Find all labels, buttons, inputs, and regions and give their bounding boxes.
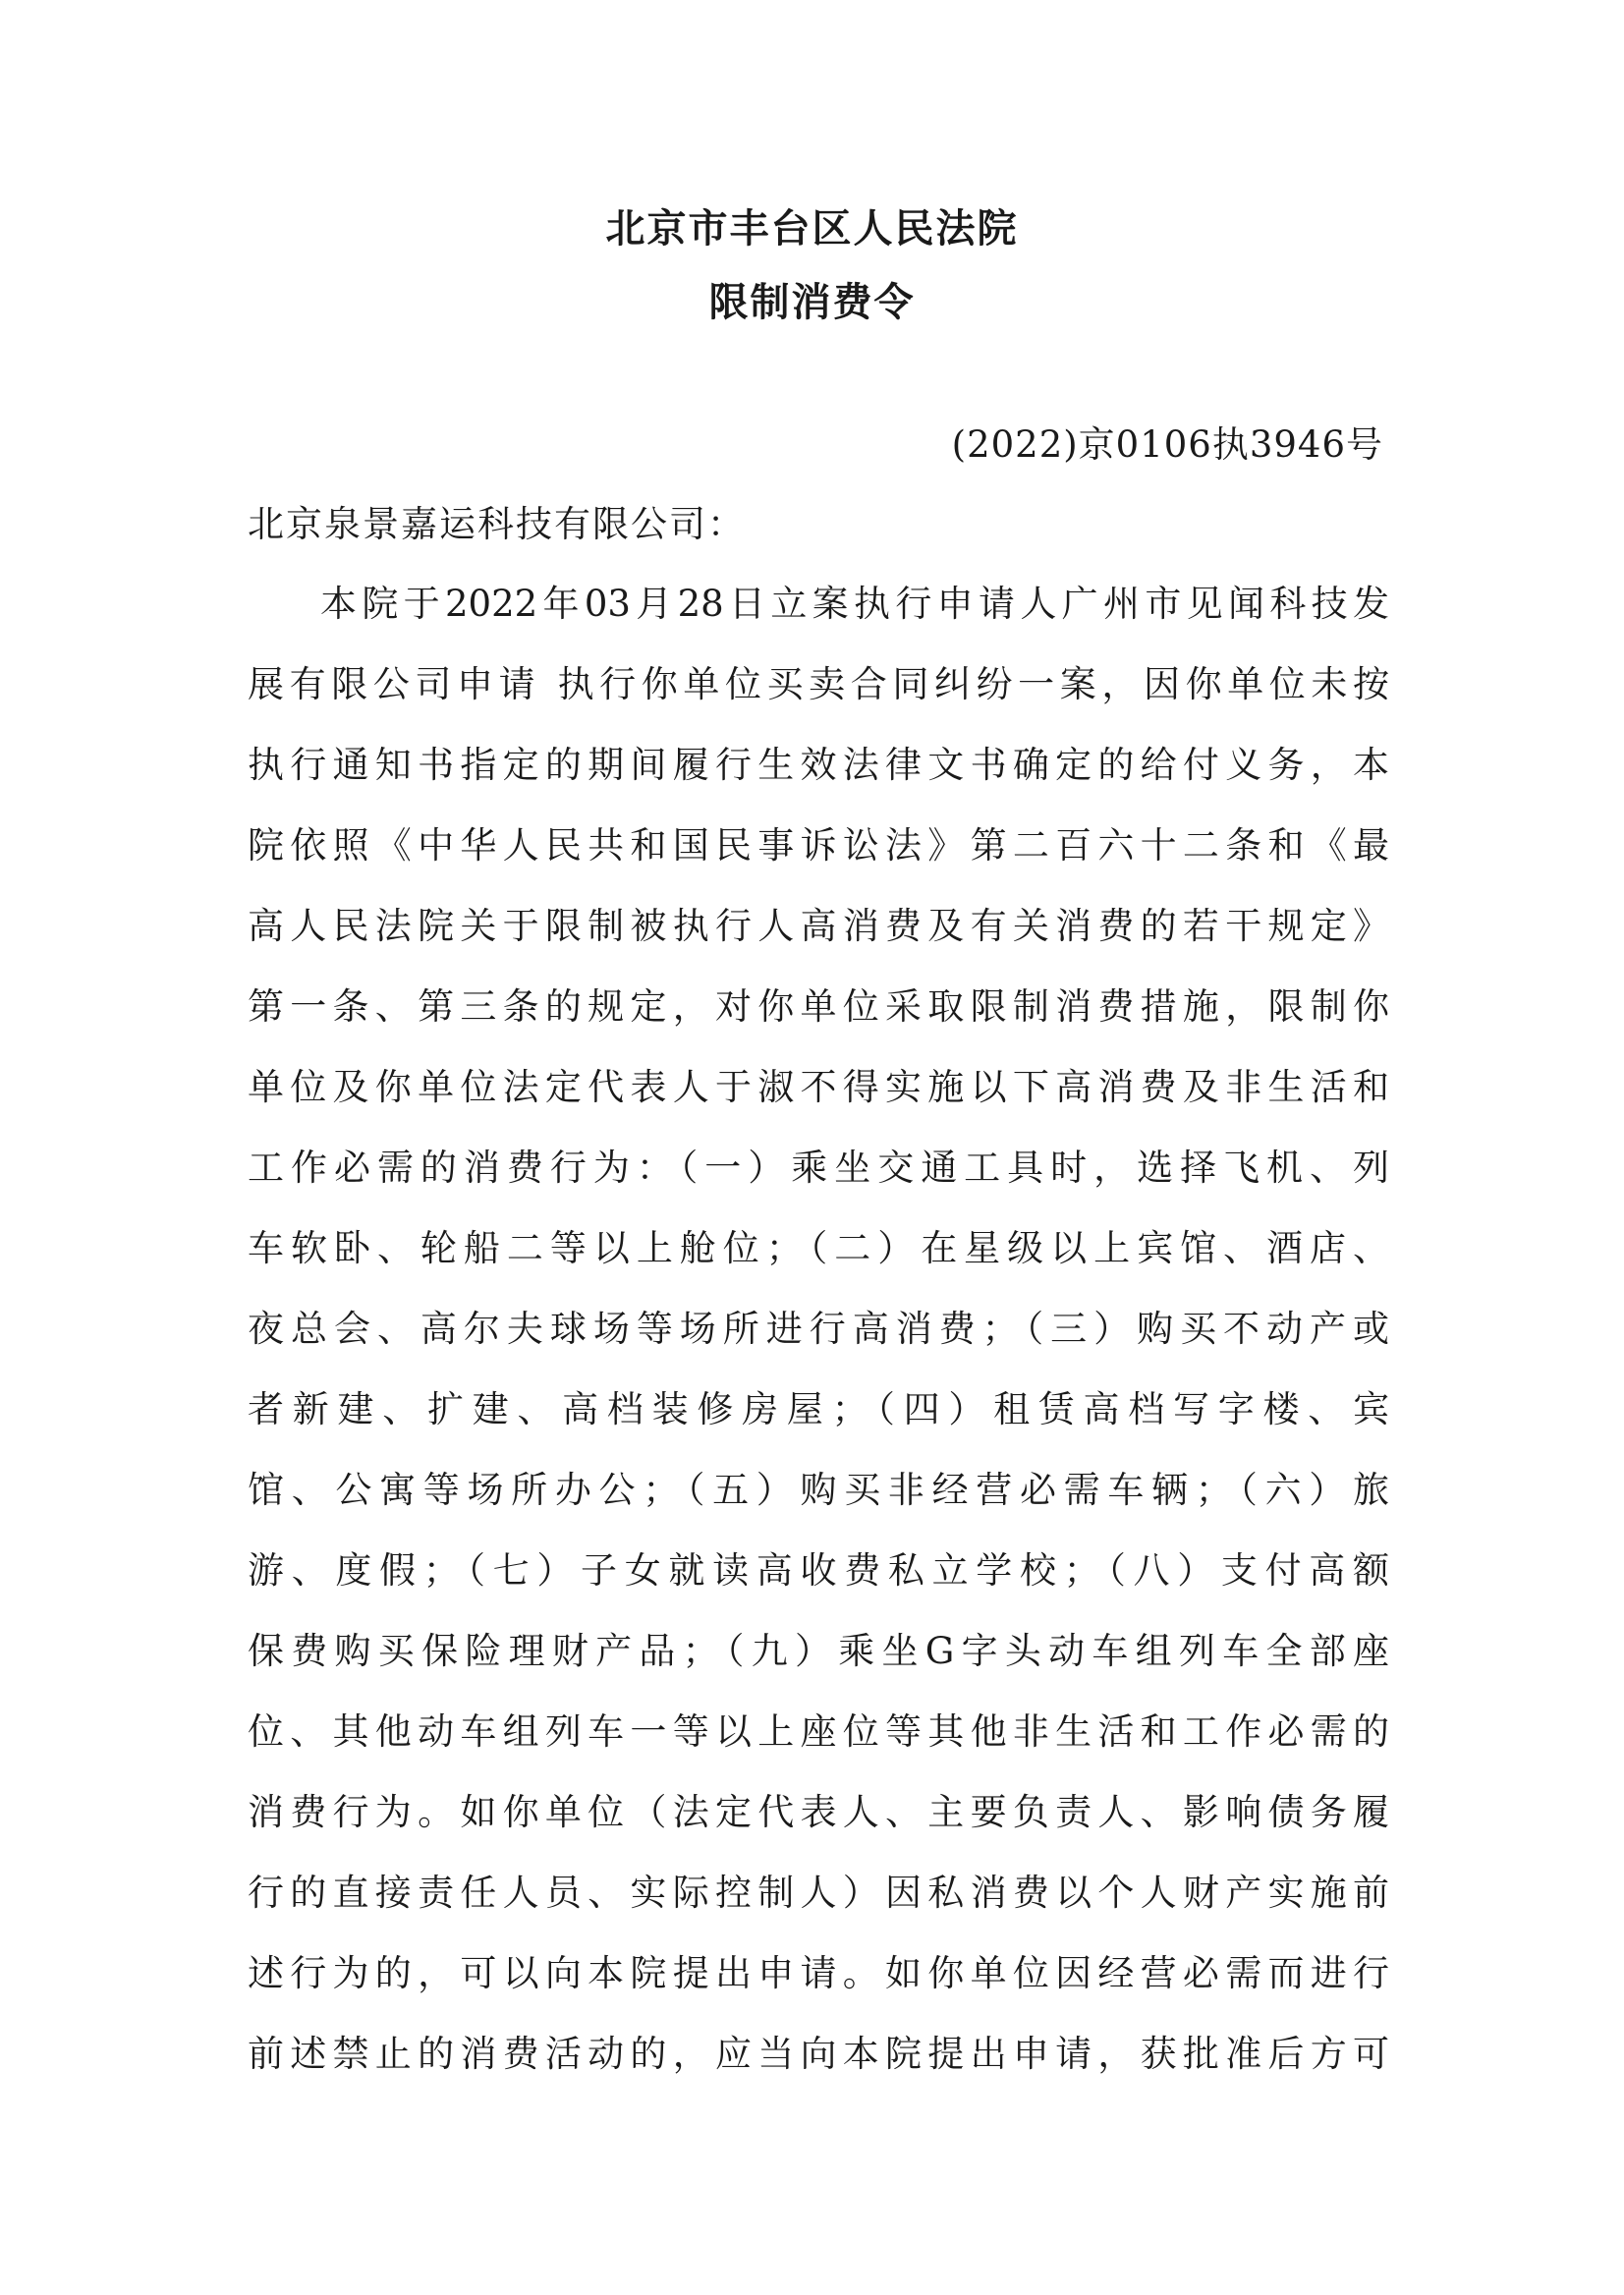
body-line: 展有限公司申请 执行你单位买卖合同纠纷一案，因你单位未按 — [248, 663, 1389, 705]
body-line: 执行通知书指定的期间履行生效法律文书确定的给付义务，本 — [248, 744, 1389, 786]
body-line: 院依照《中华人民共和国民事诉讼法》第二百六十二条和《最 — [248, 824, 1389, 867]
body-line: 保费购买保险理财产品；（九）乘坐G字头动车组列车全部座 — [248, 1630, 1389, 1672]
body-line: 述行为的，可以向本院提出申请。如你单位因经营必需而进行 — [248, 1952, 1389, 1994]
body-line: 前述禁止的消费活动的，应当向本院提出申请，获批准后方可 — [248, 2033, 1389, 2075]
body-line: 馆、公寓等场所办公；（五）购买非经营必需车辆；（六）旅 — [248, 1469, 1389, 1511]
body-line: 消费行为。如你单位（法定代表人、主要负责人、影响债务履 — [248, 1791, 1389, 1833]
body-line: 单位及你单位法定代表人于淑不得实施以下高消费及非生活和 — [248, 1066, 1389, 1108]
order-body — [248, 580, 1389, 2110]
document-type-heading: 限制消费令 — [708, 280, 916, 325]
case-number: (2022)京0106执3946号 — [951, 423, 1383, 466]
body-line: 夜总会、高尔夫球场等场所进行高消费；（三）购买不动产或 — [248, 1308, 1389, 1350]
addressee: 北京泉景嘉运科技有限公司： — [248, 503, 746, 545]
body-line: 行的直接责任人员、实际控制人）因私消费以个人财产实施前 — [248, 1872, 1389, 1914]
body-line: 高人民法院关于限制被执行人高消费及有关消费的若干规定》 — [248, 905, 1389, 947]
court-name-heading: 北京市丰台区人民法院 — [605, 206, 1019, 252]
body-line: 游、度假；（七）子女就读高收费私立学校；（八）支付高额 — [248, 1549, 1389, 1592]
body-line: 位、其他动车组列车一等以上座位等其他非生活和工作必需的 — [248, 1710, 1389, 1753]
body-line: 者新建、扩建、高档装修房屋；（四）租赁高档写字楼、宾 — [248, 1388, 1389, 1430]
body-line: 工作必需的消费行为：（一）乘坐交通工具时，选择飞机、列 — [248, 1147, 1389, 1189]
body-line: 车软卧、轮船二等以上舱位；（二）在星级以上宾馆、酒店、 — [248, 1227, 1389, 1269]
body-line: 本院于2022年03月28日立案执行申请人广州市见闻科技发 — [320, 583, 1389, 625]
body-line: 第一条、第三条的规定，对你单位采取限制消费措施，限制你 — [248, 985, 1389, 1028]
